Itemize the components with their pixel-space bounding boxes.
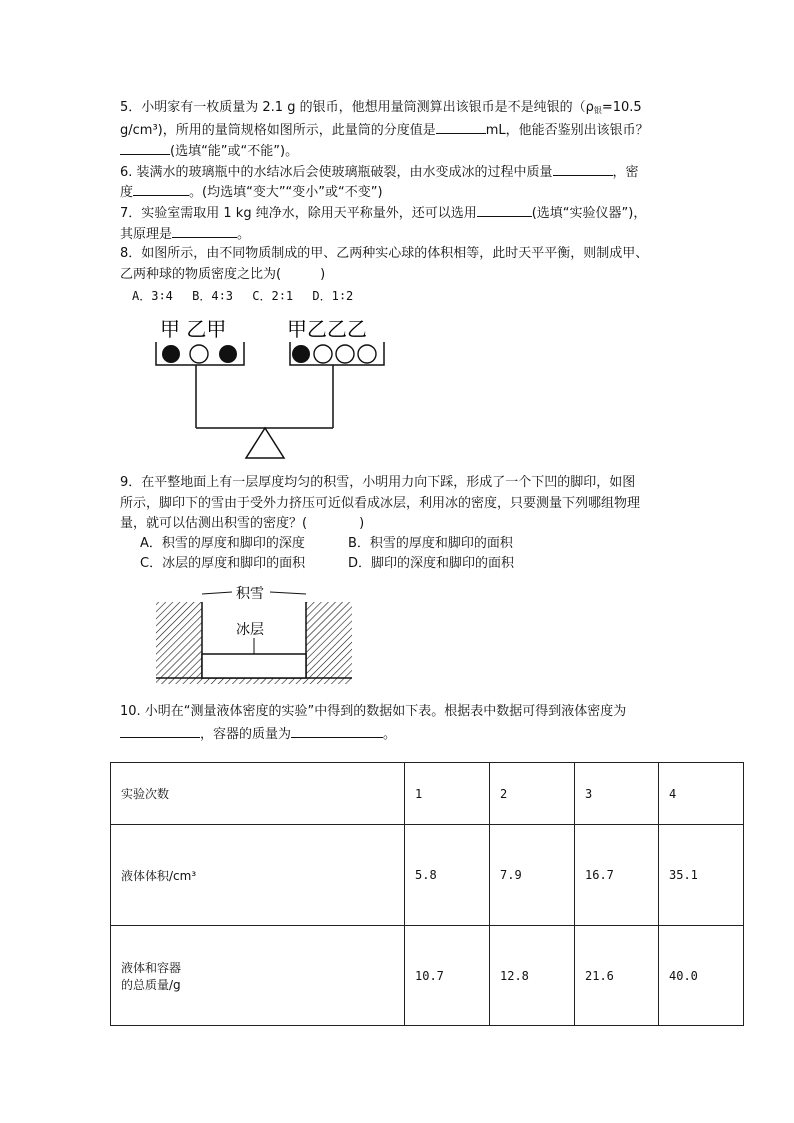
table-header-cell: [111, 926, 405, 1026]
table-cell: 1: [405, 763, 490, 825]
q8-line2: 乙两种球的物质密度之比为( ): [120, 267, 326, 282]
table-row: [111, 763, 744, 825]
q5-text: g/cm³)，所用的量筒规格如图所示，此量筒的分度值是: [120, 123, 436, 138]
table-cell: 3: [575, 763, 659, 825]
q9-line2: 所示，脚印下的雪由于受外力挤压可近似看成冰层，利用冰的密度，只要测量下列哪组物理: [120, 496, 641, 511]
ball-jia: [292, 345, 310, 363]
q5-blank-answer[interactable]: [120, 140, 170, 155]
ball-yi: [336, 345, 354, 363]
q6-blank-mass[interactable]: [553, 161, 613, 176]
q7-line2: [120, 223, 250, 245]
q10-blank-mass[interactable]: [291, 723, 383, 738]
ball-yi: [314, 345, 332, 363]
snow-leader-left: [202, 592, 232, 594]
table-cell: 16.7: [575, 825, 659, 926]
ball-jia: [219, 345, 237, 363]
q7-line1: [120, 202, 646, 224]
q6-line1: [120, 161, 639, 183]
q7-text: (选填“实验仪器”)，: [531, 206, 647, 221]
table-row: [111, 926, 744, 1026]
q9-line3: 量，就可以估测出积雪的密度？( ): [120, 516, 365, 531]
q5-text: 5．小明家有一枚质量为 2.1 g 的银币，他想用量筒测算出该银币是不是纯银的（ρ: [120, 100, 594, 115]
q7-text: 。: [237, 227, 251, 242]
q10-blank-density[interactable]: [120, 723, 200, 738]
snow-left: [156, 602, 202, 678]
data-table: [110, 762, 744, 1026]
q10-line1: 10. 小明在“测量液体密度的实验”中得到的数据如下表。根据表中数据可得到液体密度为: [120, 704, 627, 719]
table-header-cell: 实验次数: [111, 763, 405, 825]
q8-options: A．3∶4 B．4∶3 C．2∶1 D．1∶2: [132, 289, 354, 303]
q5-subscript: 银: [593, 106, 602, 115]
q5-text: mL，他能否鉴别出该银币？: [485, 123, 649, 138]
table-cell: 12.8: [490, 926, 575, 1026]
ball-jia: [162, 345, 180, 363]
snow-leader-right: [270, 592, 306, 594]
q5-line2: [120, 119, 649, 141]
q7-text: 其原理是: [120, 227, 173, 242]
q10-text: 。: [383, 727, 397, 742]
ball-yi: [358, 345, 376, 363]
q7-blank-instrument[interactable]: [477, 202, 532, 217]
table-label-line: 的总质量/g: [121, 977, 181, 992]
fulcrum: [246, 428, 284, 458]
q5-line1: [120, 98, 642, 121]
table-cell: 2: [490, 763, 575, 825]
table-row: [111, 825, 744, 926]
snow-footprint-figure: [150, 582, 360, 692]
q7-blank-principle[interactable]: [172, 223, 237, 238]
table-cell: 5.8: [405, 825, 490, 926]
q6-line2: [120, 181, 383, 203]
q6-text: 。(均选填“变大”“变小”或“不变”): [189, 185, 383, 200]
balance-figure: [150, 312, 395, 462]
snow-right: [306, 602, 352, 678]
q7-text: 7．实验室需取用 1 kg 纯净水，除用天平称量外，还可以选用: [120, 206, 477, 221]
table-cell: 7.9: [490, 825, 575, 926]
q5-line3: [120, 140, 298, 162]
table-cell: 40.0: [659, 926, 744, 1026]
q9-line1: 9．在平整地面上有一层厚度均匀的积雪，小明用力向下踩，形成了一个下凹的脚印，如图: [120, 475, 636, 490]
snow-label: 积雪: [236, 586, 264, 602]
ground: [156, 678, 352, 684]
table-cell: 21.6: [575, 926, 659, 1026]
ball-yi: [190, 345, 208, 363]
table-cell: 10.7: [405, 926, 490, 1026]
q9-option-b[interactable]: B．积雪的厚度和脚印的面积: [348, 536, 513, 551]
q6-text: 6. 装满水的玻璃瓶中的水结冰后会使玻璃瓶破裂，由水变成冰的过程中质量: [120, 165, 553, 180]
ice-label: 冰层: [236, 622, 264, 638]
q6-blank-density[interactable]: [133, 181, 189, 196]
q10-line2: [120, 723, 396, 745]
ice-layer: [202, 654, 306, 678]
table-cell: 4: [659, 763, 744, 825]
q10-text: ，容器的质量为: [200, 727, 292, 742]
q9-option-c[interactable]: C．冰层的厚度和脚印的面积: [140, 556, 306, 571]
table-label-line: 液体和容器: [121, 960, 182, 975]
balance-left-labels: 甲 乙甲: [160, 317, 227, 341]
q5-blank-division[interactable]: [436, 119, 486, 134]
q6-text: 度: [120, 185, 134, 200]
q5-density-value: =10.5: [601, 100, 642, 115]
q9-option-d[interactable]: D．脚印的深度和脚印的面积: [348, 556, 515, 571]
q6-text: ，密: [612, 165, 639, 180]
table-cell: 35.1: [659, 825, 744, 926]
q9-option-a[interactable]: A．积雪的厚度和脚印的深度: [140, 536, 305, 551]
q5-text: (选填“能”或“不能”)。: [170, 144, 299, 159]
q8-line1: 8．如图所示，由不同物质制成的甲、乙两种实心球的体积相等，此时天平平衡，则制成甲、: [120, 246, 649, 261]
table-header-cell: 液体体积/cm³: [111, 825, 405, 926]
balance-right-labels: 甲乙乙乙: [287, 317, 367, 341]
